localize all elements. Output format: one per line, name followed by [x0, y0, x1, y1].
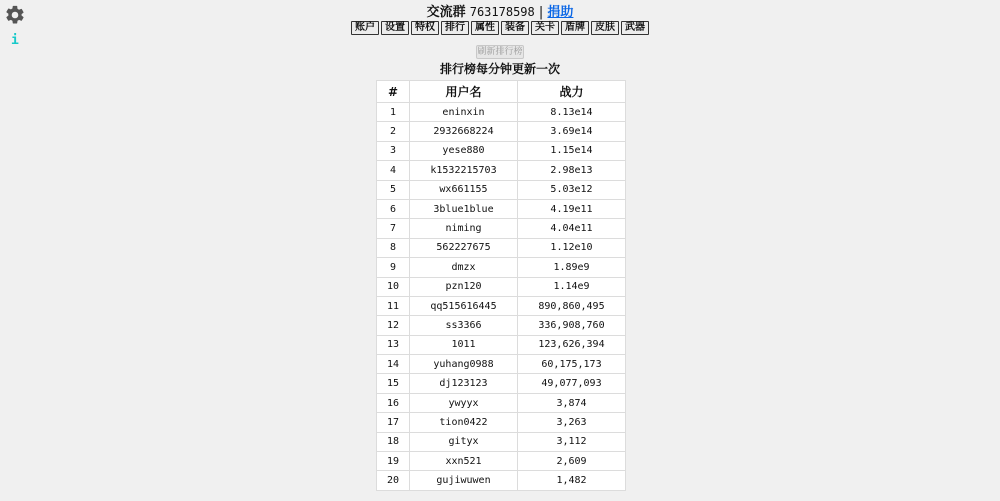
table-row — [377, 199, 626, 218]
username-cell: wx661155 — [410, 180, 518, 199]
table-row — [377, 296, 626, 315]
rank-cell: 14 — [377, 355, 410, 374]
header-separator: | — [538, 5, 544, 20]
rank-cell: 10 — [377, 277, 410, 296]
rank-cell: 3 — [377, 141, 410, 160]
nav-bar — [0, 21, 1000, 35]
username-cell: ywyyx — [410, 393, 518, 412]
rank-cell: 5 — [377, 180, 410, 199]
username-cell: eninxin — [410, 103, 518, 122]
rank-cell: 17 — [377, 413, 410, 432]
group-number: 763178598 — [469, 5, 535, 19]
nav-skin-button[interactable]: 皮肤 — [591, 21, 619, 35]
table-row — [377, 316, 626, 335]
username-cell: 562227675 — [410, 238, 518, 257]
donate-link[interactable]: 捐助 — [547, 5, 574, 20]
rank-cell: 20 — [377, 471, 410, 490]
table-row — [377, 452, 626, 471]
rank-cell: 9 — [377, 258, 410, 277]
nav-stages-button[interactable]: 关卡 — [531, 21, 559, 35]
table-row — [377, 103, 626, 122]
username-cell: gujiwuwen — [410, 471, 518, 490]
power-cell: 4.19e11 — [518, 199, 626, 218]
refresh-ranking-button[interactable]: 刷新排行榜 — [477, 47, 523, 57]
nav-privileges-button[interactable]: 特权 — [411, 21, 439, 35]
username-cell: yese880 — [410, 141, 518, 160]
ranking-caption: 排行榜每分钟更新一次 — [439, 62, 560, 76]
power-cell: 1.12e10 — [518, 238, 626, 257]
table-row — [377, 393, 626, 412]
header-bar — [0, 5, 1000, 20]
username-cell: pzn120 — [410, 277, 518, 296]
table-row — [377, 161, 626, 180]
power-cell: 2,609 — [518, 452, 626, 471]
column-header-username: 用户名 — [410, 81, 518, 103]
username-cell: 2932668224 — [410, 122, 518, 141]
username-cell: ss3366 — [410, 316, 518, 335]
rank-cell: 12 — [377, 316, 410, 335]
power-cell: 2.98e13 — [518, 161, 626, 180]
nav-ranking-button[interactable]: 排行 — [441, 21, 469, 35]
column-header-rank: # — [377, 81, 410, 103]
table-row — [377, 277, 626, 296]
rank-cell: 8 — [377, 238, 410, 257]
power-cell: 3,112 — [518, 432, 626, 451]
table-row — [377, 141, 626, 160]
username-cell: dj123123 — [410, 374, 518, 393]
username-cell: tion0422 — [410, 413, 518, 432]
info-icon[interactable]: i — [11, 33, 19, 48]
username-cell: niming — [410, 219, 518, 238]
power-cell: 336,908,760 — [518, 316, 626, 335]
table-row — [377, 471, 626, 490]
rank-cell: 13 — [377, 335, 410, 354]
power-cell: 3,263 — [518, 413, 626, 432]
username-cell: 1011 — [410, 335, 518, 354]
nav-shield-button[interactable]: 盾牌 — [561, 21, 589, 35]
table-header-row — [377, 81, 626, 103]
rank-cell: 11 — [377, 296, 410, 315]
username-cell: dmzx — [410, 258, 518, 277]
username-cell: 3blue1blue — [410, 199, 518, 218]
table-row — [377, 180, 626, 199]
power-cell: 8.13e14 — [518, 103, 626, 122]
rank-cell: 18 — [377, 432, 410, 451]
rank-cell: 6 — [377, 199, 410, 218]
power-cell: 60,175,173 — [518, 355, 626, 374]
rank-cell: 1 — [377, 103, 410, 122]
group-label: 交流群 — [426, 5, 466, 20]
username-cell: gityx — [410, 432, 518, 451]
power-cell: 3,874 — [518, 393, 626, 412]
table-row — [377, 258, 626, 277]
rank-cell: 15 — [377, 374, 410, 393]
rank-cell: 2 — [377, 122, 410, 141]
username-cell: xxn521 — [410, 452, 518, 471]
table-row — [377, 238, 626, 257]
column-header-power: 战力 — [518, 81, 626, 103]
username-cell: qq515616445 — [410, 296, 518, 315]
rank-cell: 7 — [377, 219, 410, 238]
table-row — [377, 122, 626, 141]
power-cell: 4.04e11 — [518, 219, 626, 238]
power-cell: 49,077,093 — [518, 374, 626, 393]
rank-cell: 4 — [377, 161, 410, 180]
power-cell: 123,626,394 — [518, 335, 626, 354]
power-cell: 890,860,495 — [518, 296, 626, 315]
table-row — [377, 219, 626, 238]
nav-weapon-button[interactable]: 武器 — [621, 21, 649, 35]
ranking-table — [376, 80, 626, 491]
power-cell: 1,482 — [518, 471, 626, 490]
table-row — [377, 413, 626, 432]
power-cell: 1.15e14 — [518, 141, 626, 160]
power-cell: 5.03e12 — [518, 180, 626, 199]
power-cell: 3.69e14 — [518, 122, 626, 141]
username-cell: yuhang0988 — [410, 355, 518, 374]
power-cell: 1.89e9 — [518, 258, 626, 277]
table-row — [377, 432, 626, 451]
nav-attributes-button[interactable]: 属性 — [471, 21, 499, 35]
table-row — [377, 355, 626, 374]
nav-equipment-button[interactable]: 装备 — [501, 21, 529, 35]
rank-cell: 16 — [377, 393, 410, 412]
username-cell: k1532215703 — [410, 161, 518, 180]
nav-settings-button[interactable]: 设置 — [381, 21, 409, 35]
table-row — [377, 374, 626, 393]
rank-cell: 19 — [377, 452, 410, 471]
ranking-table-body — [377, 103, 626, 491]
power-cell: 1.14e9 — [518, 277, 626, 296]
nav-account-button[interactable]: 账户 — [351, 21, 379, 35]
table-row — [377, 335, 626, 354]
